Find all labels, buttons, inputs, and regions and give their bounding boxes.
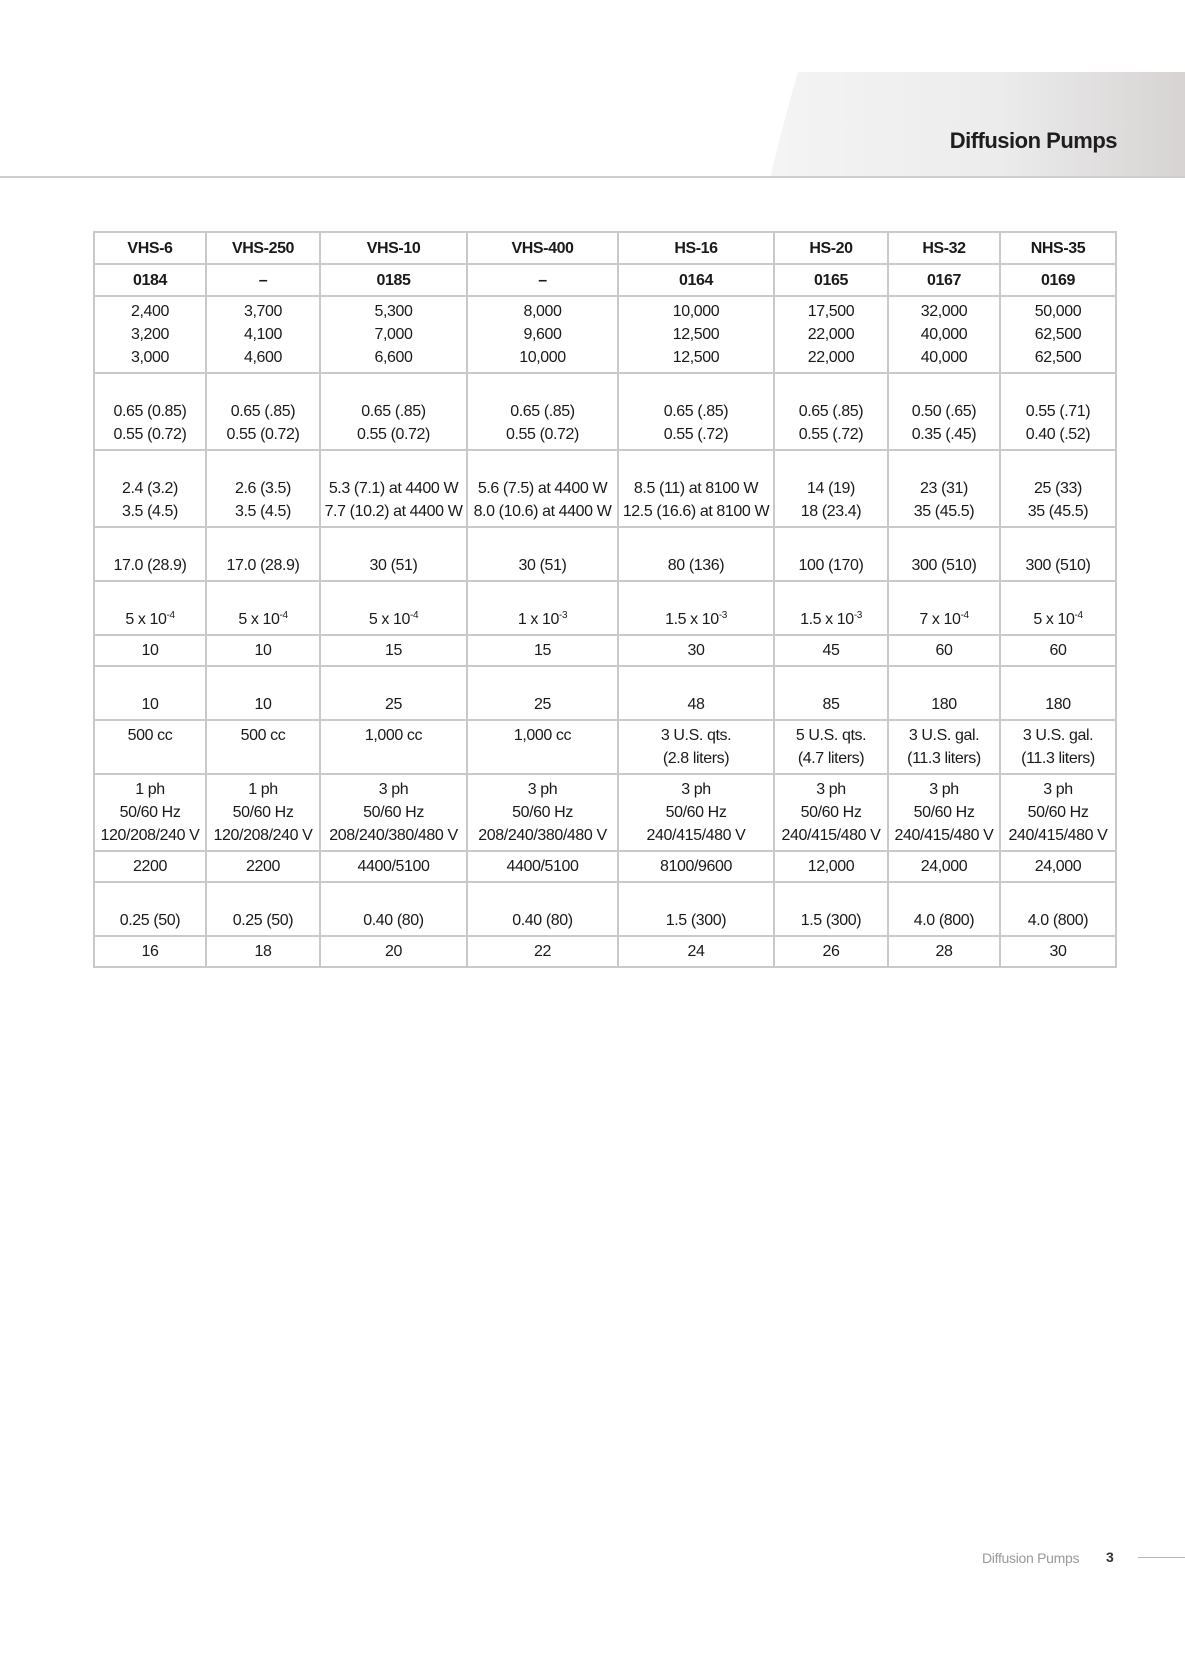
cell-line: 0.65 (.85) bbox=[361, 403, 426, 420]
cell-line: 2.6 (3.5) bbox=[235, 480, 291, 497]
table-cell bbox=[1000, 581, 1116, 635]
cell-line: 35 (45.5) bbox=[913, 503, 975, 520]
cell-line bbox=[1001, 608, 1115, 631]
table-row bbox=[94, 527, 1116, 581]
cell-line: 10 bbox=[254, 696, 272, 713]
table-cell bbox=[320, 882, 467, 936]
cell-line: 7,000 bbox=[374, 326, 413, 343]
cell-line: 7.7 (10.2) at 4400 W bbox=[324, 503, 463, 520]
part-number-row bbox=[94, 264, 1116, 296]
cell-line: 0.65 (.85) bbox=[230, 403, 296, 420]
cell-line: 62,500 bbox=[1034, 349, 1082, 366]
footer-label: Diffusion Pumps bbox=[982, 1550, 1080, 1566]
exponent: -3 bbox=[853, 610, 862, 621]
cell-line: 28 bbox=[935, 943, 953, 960]
cell-line: 45 bbox=[822, 642, 840, 659]
exponent: -4 bbox=[279, 610, 288, 621]
cell-line: 50/60 Hz bbox=[232, 804, 294, 821]
cell-line: 240/415/480 V bbox=[646, 827, 746, 844]
cell-line: 1.5 (300) bbox=[665, 912, 727, 929]
cell-line: 8100/9600 bbox=[659, 858, 733, 875]
table-cell bbox=[206, 666, 320, 720]
cell-line: 10,000 bbox=[519, 349, 566, 366]
table-cell bbox=[618, 774, 774, 851]
cell-line bbox=[889, 608, 999, 631]
cell-line: 0.40 (.52) bbox=[1025, 426, 1091, 443]
cell-line: 40,000 bbox=[920, 326, 968, 343]
cell-line: 2200 bbox=[246, 858, 280, 875]
table-cell bbox=[1000, 527, 1116, 581]
table-cell bbox=[618, 635, 774, 666]
table-cell bbox=[888, 720, 1000, 774]
cell-line: 3,000 bbox=[130, 349, 170, 366]
cell-line: 3 U.S. gal. bbox=[1022, 727, 1094, 744]
exponent: -4 bbox=[410, 610, 419, 621]
cell-line: (2.8 liters) bbox=[662, 750, 730, 767]
table-cell bbox=[206, 373, 320, 450]
table-row bbox=[94, 774, 1116, 851]
table-cell bbox=[206, 851, 320, 882]
model-header-cell: HS-16 bbox=[618, 232, 774, 264]
cell-line: 180 bbox=[1045, 696, 1071, 713]
table-cell bbox=[774, 635, 888, 666]
table-cell bbox=[888, 774, 1000, 851]
table-cell bbox=[888, 527, 1000, 581]
table-cell bbox=[94, 450, 206, 527]
cell-line: 0.65 (0.85) bbox=[113, 403, 187, 420]
table-cell bbox=[888, 882, 1000, 936]
cell-line: 3 ph bbox=[527, 781, 558, 798]
exponent-base: 1.5 x 10 bbox=[800, 611, 854, 628]
cell-line: 100 (170) bbox=[798, 557, 864, 574]
cell-line: 15 bbox=[534, 642, 551, 659]
table-cell bbox=[320, 851, 467, 882]
model-header-cell: VHS-6 bbox=[94, 232, 206, 264]
cell-line: 85 bbox=[822, 696, 840, 713]
cell-line: 1.5 (300) bbox=[800, 912, 862, 929]
table-cell bbox=[467, 936, 618, 967]
page-number: 3 bbox=[1106, 1549, 1114, 1565]
table-cell bbox=[94, 296, 206, 373]
cell-line: 5.6 (7.5) at 4400 W bbox=[477, 480, 608, 497]
cell-line: 16 bbox=[141, 943, 159, 960]
cell-line: 5 U.S. qts. bbox=[795, 727, 867, 744]
table-cell bbox=[888, 581, 1000, 635]
cell-line: 22 bbox=[534, 943, 551, 960]
cell-line: 26 bbox=[822, 943, 840, 960]
exponent: -3 bbox=[559, 610, 568, 621]
exponent: -4 bbox=[166, 610, 175, 621]
cell-line bbox=[321, 608, 466, 631]
cell-line: 120/208/240 V bbox=[213, 827, 313, 844]
cell-line: 208/240/380/480 V bbox=[478, 827, 607, 844]
table-cell bbox=[774, 936, 888, 967]
exponent-base: 7 x 10 bbox=[919, 611, 961, 628]
cell-line: 50/60 Hz bbox=[800, 804, 862, 821]
table-cell bbox=[320, 450, 467, 527]
table-cell bbox=[774, 296, 888, 373]
cell-line: 3 ph bbox=[816, 781, 846, 798]
exponent: -4 bbox=[1074, 610, 1083, 621]
cell-line: 4,600 bbox=[243, 349, 283, 366]
cell-line: 22,000 bbox=[807, 326, 855, 343]
cell-line: 50/60 Hz bbox=[1027, 804, 1089, 821]
cell-line: 0.25 (50) bbox=[232, 912, 294, 929]
cell-line: 4,100 bbox=[243, 326, 283, 343]
cell-line: 17.0 (28.9) bbox=[113, 557, 187, 574]
cell-line: 2.4 (3.2) bbox=[122, 480, 178, 497]
cell-line: 12,500 bbox=[672, 326, 720, 343]
cell-line: 12,000 bbox=[807, 858, 855, 875]
table-cell bbox=[1000, 882, 1116, 936]
cell-line bbox=[95, 608, 205, 631]
cell-line: 6,600 bbox=[374, 349, 413, 366]
exponent-base: 1.5 x 10 bbox=[665, 611, 719, 628]
table-cell bbox=[467, 527, 618, 581]
table-cell bbox=[1000, 666, 1116, 720]
cell-line: 10 bbox=[254, 642, 272, 659]
exponent-base: 5 x 10 bbox=[238, 611, 280, 628]
table-cell bbox=[320, 774, 467, 851]
cell-line: 24,000 bbox=[920, 858, 968, 875]
cell-line: 14 (19) bbox=[807, 480, 855, 497]
cell-line: 25 (33) bbox=[1034, 480, 1082, 497]
table-row bbox=[94, 635, 1116, 666]
table-cell bbox=[888, 851, 1000, 882]
table-cell bbox=[467, 720, 618, 774]
table-row bbox=[94, 936, 1116, 967]
table-cell bbox=[774, 450, 888, 527]
table-cell bbox=[1000, 635, 1116, 666]
table-row bbox=[94, 373, 1116, 450]
cell-line: 50/60 Hz bbox=[512, 804, 573, 821]
cell-line: 32,000 bbox=[920, 303, 968, 320]
cell-line: 3,200 bbox=[130, 326, 170, 343]
cell-line: 120/208/240 V bbox=[100, 827, 200, 844]
cell-line: 9,600 bbox=[523, 326, 562, 343]
cell-line: (11.3 liters) bbox=[907, 750, 981, 767]
cell-line bbox=[775, 608, 887, 631]
cell-line: 8.5 (11) at 8100 W bbox=[633, 480, 759, 497]
exponent-base: 1 x 10 bbox=[517, 611, 560, 628]
table-cell bbox=[320, 666, 467, 720]
cell-line: 500 cc bbox=[127, 727, 173, 744]
table-cell bbox=[1000, 936, 1116, 967]
cell-line: 3 ph bbox=[681, 781, 711, 798]
cell-line: 5.3 (7.1) at 4400 W bbox=[328, 480, 459, 497]
table-cell bbox=[94, 527, 206, 581]
cell-line: 2200 bbox=[133, 858, 167, 875]
part-number-cell: 0165 bbox=[774, 264, 888, 296]
table-cell bbox=[467, 635, 618, 666]
part-number-cell: – bbox=[206, 264, 320, 296]
table-cell bbox=[467, 581, 618, 635]
table-cell bbox=[94, 373, 206, 450]
cell-line: 30 bbox=[687, 642, 705, 659]
cell-line: 18 bbox=[254, 943, 272, 960]
cell-line: 0.50 (.65) bbox=[911, 403, 977, 420]
table-cell bbox=[1000, 450, 1116, 527]
cell-line: 0.65 (.85) bbox=[510, 403, 575, 420]
table-cell bbox=[320, 720, 467, 774]
table-cell bbox=[467, 851, 618, 882]
model-header-cell: HS-20 bbox=[774, 232, 888, 264]
model-header-cell: VHS-400 bbox=[467, 232, 618, 264]
cell-line: 500 cc bbox=[240, 727, 286, 744]
cell-line: 12,500 bbox=[672, 349, 720, 366]
table-cell bbox=[94, 720, 206, 774]
cell-line: 240/415/480 V bbox=[781, 827, 881, 844]
cell-line: 1 ph bbox=[248, 781, 278, 798]
cell-line: 0.65 (.85) bbox=[663, 403, 729, 420]
table-cell bbox=[618, 296, 774, 373]
cell-line: 2,400 bbox=[130, 303, 170, 320]
table-row bbox=[94, 720, 1116, 774]
cell-line: 0.35 (.45) bbox=[911, 426, 977, 443]
table-cell bbox=[94, 851, 206, 882]
cell-line: 4400/5100 bbox=[506, 858, 579, 875]
cell-line: 24 bbox=[687, 943, 705, 960]
cell-line: 60 bbox=[1049, 642, 1067, 659]
model-header-cell: HS-32 bbox=[888, 232, 1000, 264]
cell-line: 50/60 Hz bbox=[119, 804, 181, 821]
table-cell bbox=[320, 527, 467, 581]
table-cell bbox=[206, 296, 320, 373]
table-cell bbox=[888, 450, 1000, 527]
table-cell bbox=[467, 296, 618, 373]
cell-line: 0.55 (.72) bbox=[663, 426, 729, 443]
cell-line: 30 (51) bbox=[369, 557, 418, 574]
cell-line: 20 bbox=[385, 943, 402, 960]
table-cell bbox=[467, 882, 618, 936]
cell-line: 3 U.S. qts. bbox=[660, 727, 732, 744]
table-cell bbox=[774, 774, 888, 851]
model-header-row bbox=[94, 232, 1116, 264]
table-cell bbox=[467, 450, 618, 527]
table-cell bbox=[888, 373, 1000, 450]
cell-line: 4400/5100 bbox=[357, 858, 430, 875]
table-cell bbox=[618, 851, 774, 882]
table-cell bbox=[774, 882, 888, 936]
table-cell bbox=[888, 666, 1000, 720]
table-cell bbox=[1000, 774, 1116, 851]
cell-line: 35 (45.5) bbox=[1027, 503, 1089, 520]
cell-line: 0.65 (.85) bbox=[798, 403, 864, 420]
part-number-cell: 0164 bbox=[618, 264, 774, 296]
table-cell bbox=[774, 851, 888, 882]
cell-line: 24,000 bbox=[1034, 858, 1082, 875]
table-cell bbox=[206, 635, 320, 666]
table-cell bbox=[206, 720, 320, 774]
table-cell bbox=[888, 296, 1000, 373]
cell-line: 62,500 bbox=[1034, 326, 1082, 343]
cell-line: 50/60 Hz bbox=[363, 804, 424, 821]
cell-line: 1,000 cc bbox=[364, 727, 423, 744]
table-cell bbox=[467, 774, 618, 851]
cell-line: 48 bbox=[687, 696, 705, 713]
cell-line: 50/60 Hz bbox=[665, 804, 727, 821]
table-cell bbox=[774, 581, 888, 635]
cell-line: 240/415/480 V bbox=[894, 827, 994, 844]
cell-line: 10,000 bbox=[672, 303, 720, 320]
table-cell bbox=[618, 882, 774, 936]
table-cell bbox=[774, 666, 888, 720]
cell-line bbox=[468, 608, 617, 631]
table-cell bbox=[320, 635, 467, 666]
cell-line: 1,000 cc bbox=[513, 727, 572, 744]
cell-line: 50,000 bbox=[1034, 303, 1082, 320]
cell-line: 3 ph bbox=[378, 781, 409, 798]
table-row bbox=[94, 296, 1116, 373]
cell-line: 12.5 (16.6) at 8100 W bbox=[622, 503, 770, 520]
page-title: Diffusion Pumps bbox=[949, 128, 1117, 153]
cell-line: 10 bbox=[141, 696, 159, 713]
cell-line: 40,000 bbox=[920, 349, 968, 366]
cell-line: 22,000 bbox=[807, 349, 855, 366]
cell-line: 240/415/480 V bbox=[1008, 827, 1108, 844]
table-cell bbox=[206, 527, 320, 581]
cell-line: 23 (31) bbox=[920, 480, 968, 497]
part-number-cell: 0185 bbox=[320, 264, 467, 296]
cell-line: 300 (510) bbox=[1025, 557, 1091, 574]
table-cell bbox=[467, 373, 618, 450]
table-cell bbox=[94, 774, 206, 851]
exponent: -3 bbox=[718, 610, 727, 621]
cell-line: 0.55 (.71) bbox=[1025, 403, 1091, 420]
table-cell bbox=[206, 774, 320, 851]
cell-line: 5,300 bbox=[374, 303, 413, 320]
table-cell bbox=[888, 936, 1000, 967]
table-row bbox=[94, 450, 1116, 527]
cell-line: 60 bbox=[935, 642, 953, 659]
part-number-cell: 0184 bbox=[94, 264, 206, 296]
table-cell bbox=[320, 581, 467, 635]
cell-line: 10 bbox=[141, 642, 159, 659]
table-cell bbox=[320, 936, 467, 967]
table-cell bbox=[618, 936, 774, 967]
table-cell bbox=[618, 666, 774, 720]
table-cell bbox=[94, 666, 206, 720]
cell-line: 3.5 (4.5) bbox=[235, 503, 291, 520]
cell-line: 3 ph bbox=[1043, 781, 1073, 798]
table-cell bbox=[618, 450, 774, 527]
table-cell bbox=[774, 373, 888, 450]
part-number-cell: 0169 bbox=[1000, 264, 1116, 296]
exponent-base: 5 x 10 bbox=[368, 611, 411, 628]
cell-line: 80 (136) bbox=[667, 557, 725, 574]
cell-line bbox=[619, 608, 773, 631]
table-cell bbox=[1000, 851, 1116, 882]
cell-line: 0.40 (80) bbox=[512, 912, 573, 929]
model-header-cell: NHS-35 bbox=[1000, 232, 1116, 264]
part-number-cell: – bbox=[467, 264, 618, 296]
table-row bbox=[94, 851, 1116, 882]
cell-line: 3 ph bbox=[929, 781, 959, 798]
table-cell bbox=[774, 527, 888, 581]
table-row bbox=[94, 581, 1116, 635]
cell-line: 0.25 (50) bbox=[119, 912, 181, 929]
cell-line: 300 (510) bbox=[911, 557, 977, 574]
cell-line: 0.40 (80) bbox=[363, 912, 424, 929]
cell-line: 15 bbox=[385, 642, 402, 659]
cell-line: 0.55 (0.72) bbox=[226, 426, 300, 443]
table-cell bbox=[1000, 720, 1116, 774]
part-number-cell: 0167 bbox=[888, 264, 1000, 296]
cell-line: 25 bbox=[385, 696, 402, 713]
cell-line bbox=[207, 608, 319, 631]
table-cell bbox=[888, 635, 1000, 666]
cell-line: 4.0 (800) bbox=[1027, 912, 1089, 929]
table-cell bbox=[320, 296, 467, 373]
table-cell bbox=[94, 936, 206, 967]
table-cell bbox=[618, 581, 774, 635]
exponent-base: 5 x 10 bbox=[125, 611, 167, 628]
table-row bbox=[94, 882, 1116, 936]
table-cell bbox=[206, 882, 320, 936]
cell-line: 3 U.S. gal. bbox=[908, 727, 980, 744]
cell-line: 8.0 (10.6) at 4400 W bbox=[473, 503, 612, 520]
spec-table bbox=[93, 231, 1117, 968]
table-cell bbox=[320, 373, 467, 450]
cell-line: (11.3 liters) bbox=[1021, 750, 1095, 767]
table-cell bbox=[1000, 373, 1116, 450]
cell-line: 180 bbox=[931, 696, 957, 713]
table-row bbox=[94, 666, 1116, 720]
cell-line: 4.0 (800) bbox=[913, 912, 975, 929]
cell-line: 1 ph bbox=[135, 781, 165, 798]
table-cell bbox=[774, 720, 888, 774]
footer-rule bbox=[1138, 1557, 1185, 1558]
cell-line: (4.7 liters) bbox=[797, 750, 865, 767]
cell-line: 3.5 (4.5) bbox=[122, 503, 178, 520]
cell-line: 208/240/380/480 V bbox=[329, 827, 458, 844]
cell-line: 25 bbox=[534, 696, 551, 713]
table-cell bbox=[618, 527, 774, 581]
cell-line: 30 (51) bbox=[518, 557, 567, 574]
header-rule bbox=[0, 176, 1185, 178]
cell-line: 50/60 Hz bbox=[913, 804, 975, 821]
table-cell bbox=[618, 720, 774, 774]
table-cell bbox=[94, 882, 206, 936]
table-cell bbox=[1000, 296, 1116, 373]
cell-line: 8,000 bbox=[523, 303, 562, 320]
cell-line: 30 bbox=[1049, 943, 1067, 960]
table-cell bbox=[206, 450, 320, 527]
table-cell bbox=[94, 635, 206, 666]
cell-line: 17,500 bbox=[807, 303, 855, 320]
cell-line: 18 (23.4) bbox=[800, 503, 862, 520]
cell-line: 0.55 (0.72) bbox=[357, 426, 430, 443]
table-cell bbox=[206, 581, 320, 635]
cell-line: 17.0 (28.9) bbox=[226, 557, 300, 574]
cell-line: 3,700 bbox=[243, 303, 283, 320]
exponent-base: 5 x 10 bbox=[1033, 611, 1075, 628]
table-cell bbox=[206, 936, 320, 967]
table-cell bbox=[94, 581, 206, 635]
table-cell bbox=[618, 373, 774, 450]
exponent: -4 bbox=[960, 610, 969, 621]
model-header-cell: VHS-250 bbox=[206, 232, 320, 264]
model-header-cell: VHS-10 bbox=[320, 232, 467, 264]
cell-line: 0.55 (.72) bbox=[798, 426, 864, 443]
cell-line: 0.55 (0.72) bbox=[113, 426, 187, 443]
cell-line: 0.55 (0.72) bbox=[506, 426, 579, 443]
table-cell bbox=[467, 666, 618, 720]
